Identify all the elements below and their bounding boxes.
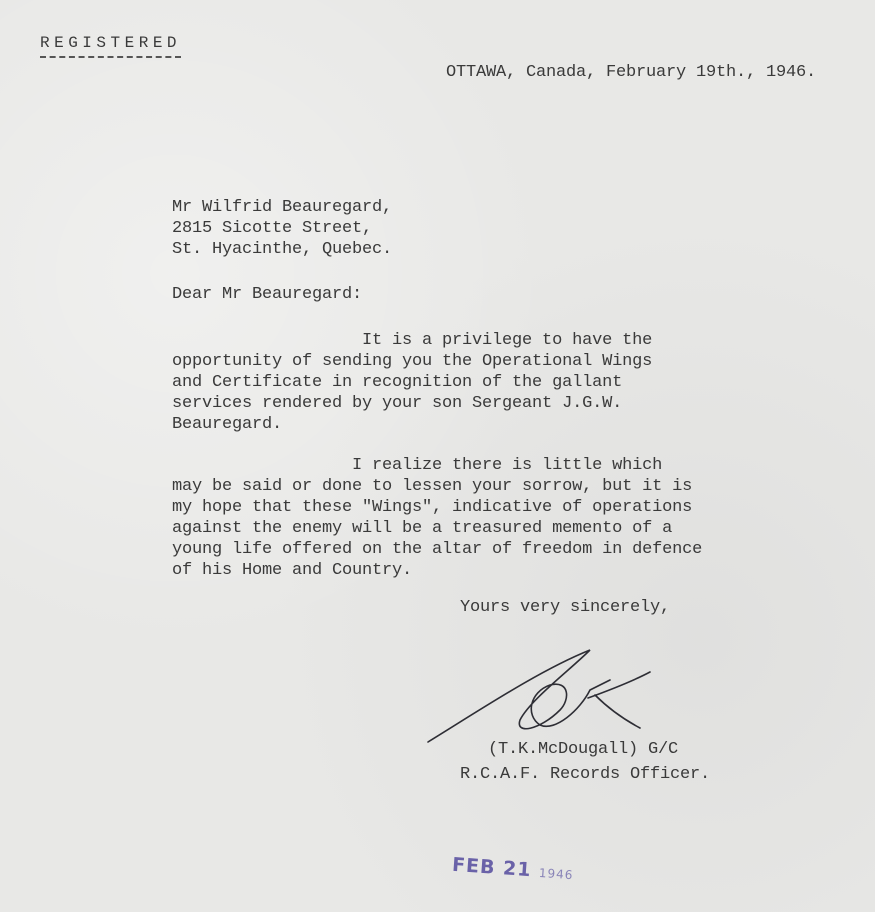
stamp-year: 1946 bbox=[538, 865, 574, 883]
registered-heading: REGISTERED bbox=[40, 33, 181, 58]
paragraph-1 bbox=[172, 330, 652, 435]
text-line: against the enemy will be a treasured memento of a bbox=[172, 519, 673, 538]
text-line: opportunity of sending you the Operational Wings bbox=[172, 352, 653, 371]
handwritten-signature bbox=[420, 640, 660, 750]
recipient-address bbox=[172, 197, 392, 260]
signatory-name: (T.K.McDougall) G/C bbox=[488, 740, 679, 759]
text-line: It is a privilege to have the bbox=[172, 331, 653, 350]
address-line: 2815 Sicotte Street, bbox=[172, 219, 373, 238]
address-line: St. Hyacinthe, Quebec. bbox=[172, 240, 393, 259]
text-line: young life offered on the altar of freedom in defence bbox=[172, 540, 703, 559]
text-line: I realize there is little which bbox=[172, 456, 663, 475]
text-line: and Certificate in recognition of the gallant bbox=[172, 373, 623, 392]
text-line: services rendered by your son Sergeant J.G.W. bbox=[172, 394, 623, 413]
text-line: my hope that these "Wings", indicative of operations bbox=[172, 498, 693, 517]
text-line: Beauregard. bbox=[172, 415, 283, 434]
salutation: Dear Mr Beauregard: bbox=[172, 285, 363, 304]
stamp-date: FEB 21 bbox=[451, 853, 533, 882]
paragraph-2 bbox=[172, 455, 702, 581]
address-line: Mr Wilfrid Beauregard, bbox=[172, 198, 393, 217]
text-line: may be said or done to lessen your sorrow, but it is bbox=[172, 477, 693, 496]
text-line: of his Home and Country. bbox=[172, 561, 413, 580]
closing: Yours very sincerely, bbox=[460, 598, 671, 617]
date-line: OTTAWA, Canada, February 19th., 1946. bbox=[446, 63, 817, 82]
signatory-title: R.C.A.F. Records Officer. bbox=[460, 765, 711, 784]
